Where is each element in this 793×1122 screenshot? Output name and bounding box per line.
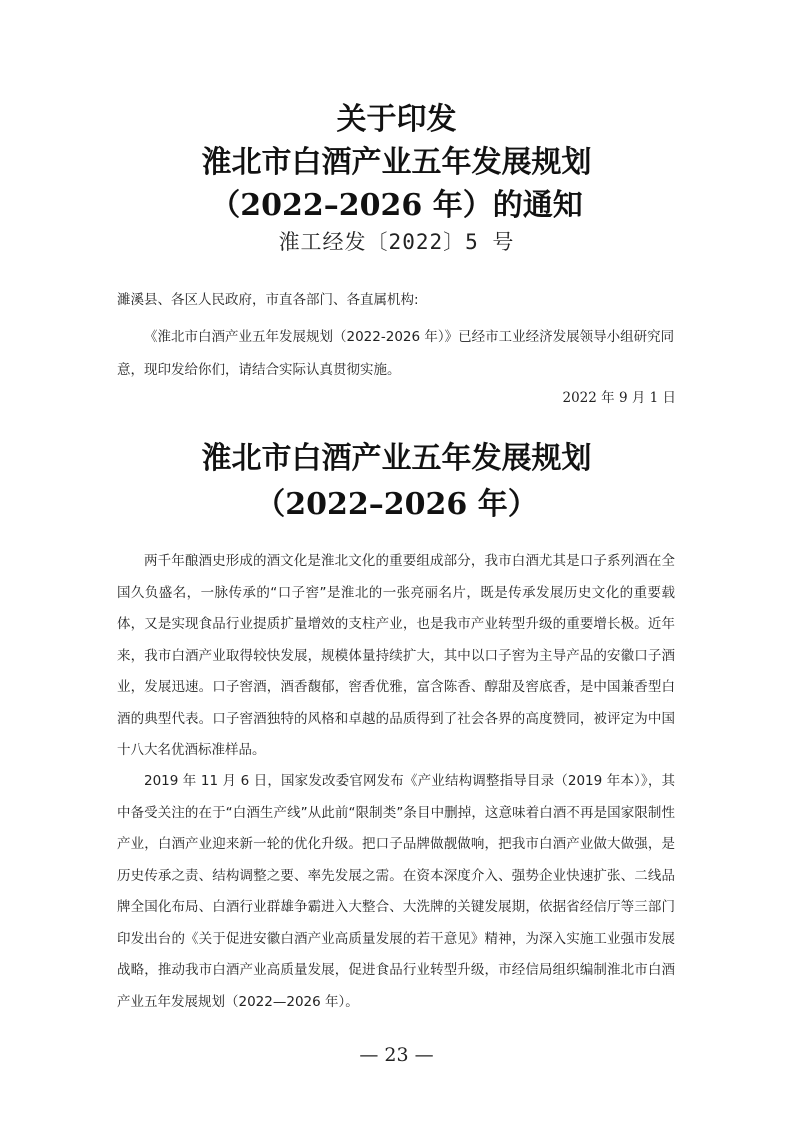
body-paragraph-1: 两千年酿酒史形成的酒文化是淮北文化的重要组成部分，我市白酒尤其是口子系列酒在全国久负盛名，一脉传承的“口子窖”是淮北的一张亮丽名片，既是传承发展历史文化的重要载体，又是实现食品行业提质扩量增效的支柱产业，也是我市产业转型升级的重要增长极。近年来，我市白酒产业取得较快发展，规模体量持续扩大，其中以口子窖为主导产品的安徽口子酒业，发展迅速。口子窖酒，酒香馥郁，窖香优雅，富含陈香、醇甜及窖底香，是中国兼香型白酒的典型代表。口子窖酒独特的风格和卓越的品质得到了社会各界的高度赞同，被评定为中国十八大名优酒标准样品。 [117, 553, 675, 758]
addressee: 濉溪县、各区人民政府，市直各部门、各直属机构: [117, 292, 419, 308]
notice-title-line-1: 关于印发 [336, 102, 457, 137]
issue-date: 2022 年 9 月 1 日 [562, 390, 676, 406]
plan-title-line-2: （2022–2026 年） [255, 487, 538, 522]
notice-title-line-2: 淮北市白酒产业五年发展规划 [201, 145, 592, 180]
notice-title [0, 98, 793, 227]
document-number: 淮工经发〔2022〕5 号 [278, 230, 515, 254]
plan-title-line-1: 淮北市白酒产业五年发展规划 [201, 441, 592, 476]
body-paragraph-2: 2019 年 11 月 6 日，国家发改委官网发布《产业结构调整指导目录（2019 年本）》，其中备受关注的在于“白酒生产线”从此前“限制类”条目中删掉，这意味着白酒不再是国家限制性产业，白酒产业迎来新一轮的优化升级。把口子品牌做靓做响，把我市白酒产业做大做强，是历史传承之责、结构调整之要、率先发展之需。在资本深度介入、强势企业快速扩张、二线品牌全国化布局、白酒行业群雄争霸进入大整合、大洗牌的关键发展期，依据省经信厅等三部门印发出台的《关于促进安徽白酒产业高质量发展的若干意见》精神，为深入实施工业强市发展战略，推动我市白酒产业高质量发展，促进食品行业转型升级，市经信局组织编制淮北市白酒产业五年发展规划（2022—2026 年）。 [117, 773, 675, 1010]
letter-paragraph: 《淮北市白酒产业五年发展规划（2022-2026 年）》已经市工业经济发展领导小组研究同意，现印发给你们，请结合实际认真贯彻实施。 [117, 329, 675, 378]
notice-title-line-3: （2022–2026 年）的通知 [210, 188, 583, 223]
page-number: — 23 — [359, 1044, 434, 1066]
plan-title [0, 436, 793, 528]
